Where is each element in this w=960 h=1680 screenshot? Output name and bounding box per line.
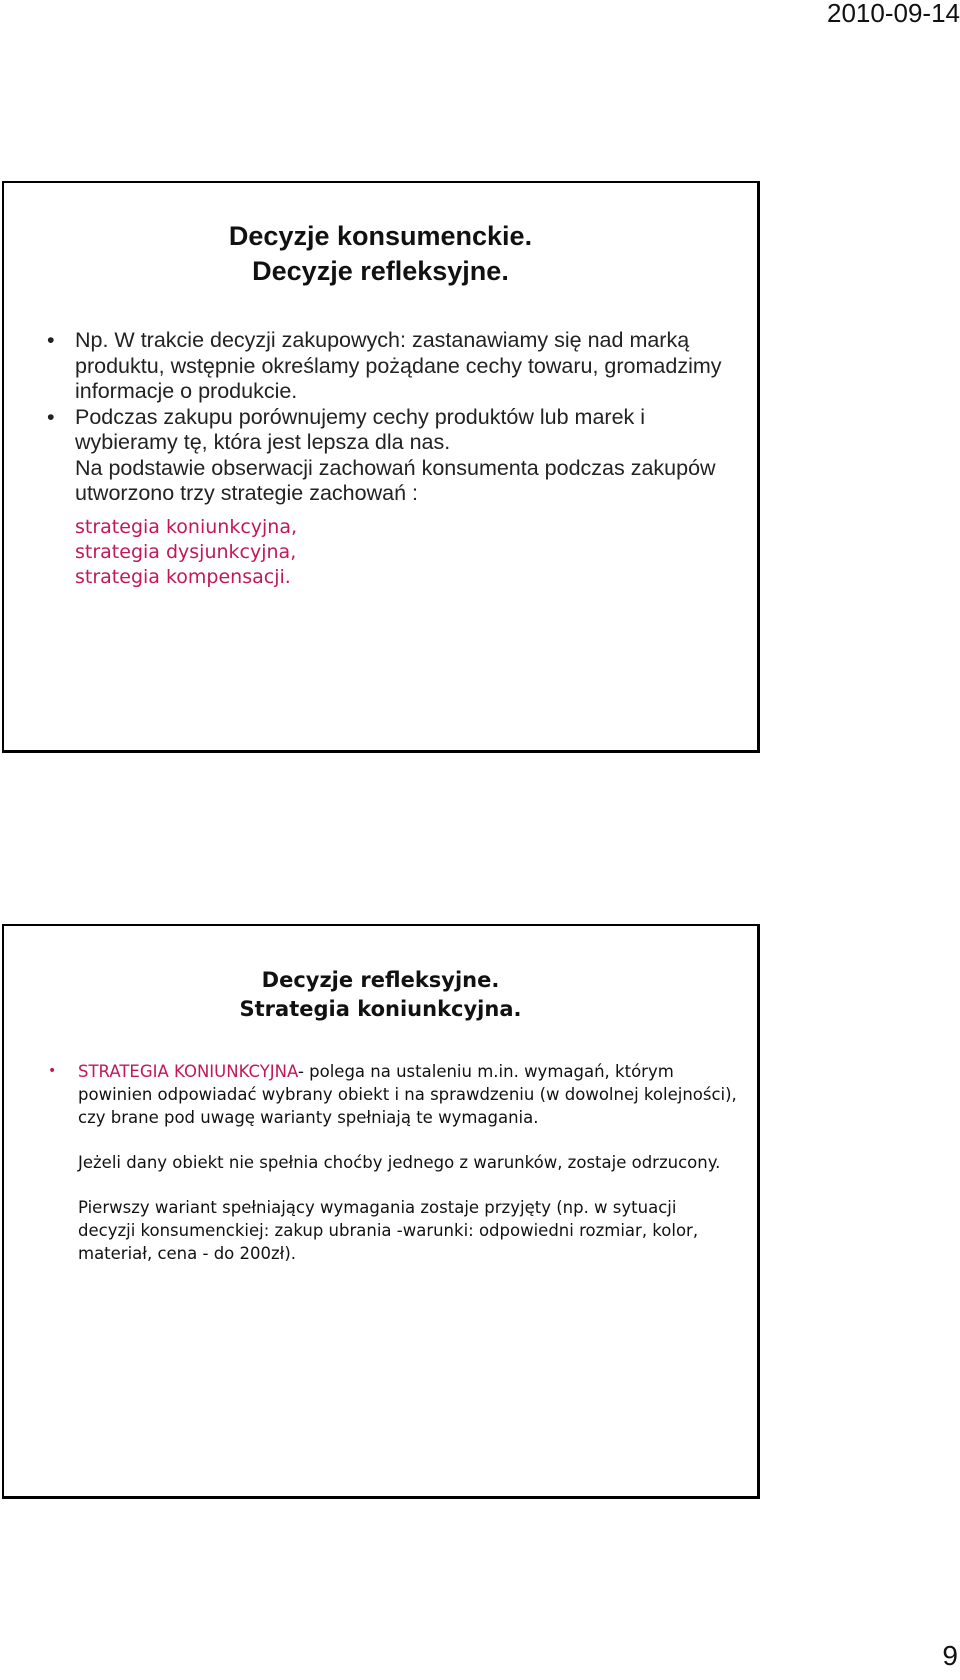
slide-1-bullet-2-text-a: Podczas zakupu porównujemy cechy produktów lub marek i wybieramy tę, która jest lepsza dla nas.	[75, 404, 646, 454]
definition-paragraph	[78, 1060, 737, 1129]
strategy-item-koniunkcyjna: strategia koniunkcyjna,	[75, 515, 298, 538]
strategy-list	[75, 515, 739, 590]
example-paragraph: Pierwszy wariant spełniający wymagania zostaje przyjęty (np. w sytuacji decyzji konsumenckiej: zakup ubrania -warunki: odpowiedni rozmiar, kolor, materiał, cena - do 200zł).	[78, 1198, 699, 1263]
bullet-icon: •	[48, 1063, 57, 1079]
slide-2-title-line-1: Decyzje refleksyjne.	[261, 968, 500, 992]
strategy-item-kompensacji: strategia kompensacji.	[75, 565, 291, 588]
slide-1-title-line-1: Decyzje konsumenckie.	[228, 221, 533, 251]
header-date: 2010-09-14	[827, 0, 960, 28]
slide-1-bullet-list	[47, 328, 739, 590]
slide-2-title	[4, 926, 757, 1024]
slide-1-bullet-1	[47, 328, 739, 405]
strategy-item-dysjunkcyjna: strategia dysjunkcyjna,	[75, 540, 297, 563]
slide-1-bullet-2	[47, 404, 739, 590]
slide-1-bullet-2-text-b: Na podstawie obserwacji zachowań konsumenta podczas zakupów utworzono trzy strategie zachowań :	[75, 455, 716, 505]
page-number: 9	[942, 1640, 958, 1671]
slide-1-title-line-2: Decyzje refleksyjne.	[252, 256, 509, 286]
slide-2-title-line-2: Strategia koniunkcyjna.	[239, 997, 522, 1021]
slide-1-bullet-1-text: Np. W trakcie decyzji zakupowych: zastanawiamy się nad marką produktu, wstępnie określamy pożądane cechy towaru, gromadzimy informacje o produkcie.	[75, 328, 722, 403]
bullet-icon: •	[47, 404, 55, 429]
bullet-icon: •	[47, 328, 55, 352]
strategy-term: STRATEGIA KONIUNKCYJNA	[78, 1062, 298, 1081]
rejection-paragraph: Jeżeli dany obiekt nie spełnia choćby jednego z warunków, zostaje odrzucony.	[78, 1153, 721, 1172]
strategy-definition: - polega na ustaleniu m.in. wymagań, którym powinien odpowiadać wybrany obiekt i na sprawdzeniu (w dowolnej kolejności), czy brane pod uwagę warianty spełniają te wymagania.	[78, 1062, 737, 1127]
slide-2-bullet-1	[48, 1060, 737, 1265]
slide-1	[2, 181, 760, 753]
slide-2	[2, 924, 760, 1499]
slide-1-title	[4, 183, 757, 289]
slide-2-bullet-list	[48, 1060, 737, 1265]
